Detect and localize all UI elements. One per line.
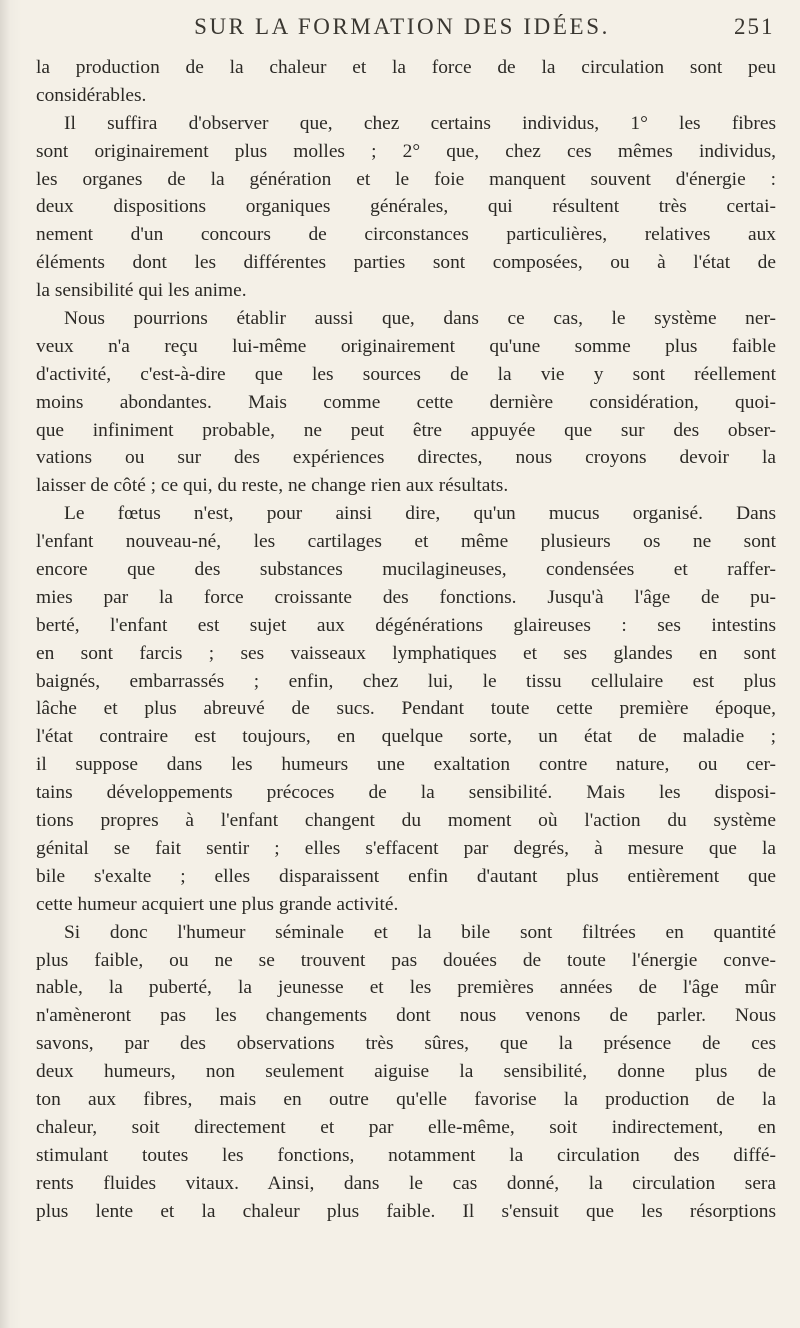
text-line: encore que des substances mucilagineuses, condensées et raffer- <box>36 559 776 581</box>
text-line: Nous pourrions établir aussi que, dans ce cas, le système ner- <box>64 308 776 330</box>
text-line: lâche et plus abreuvé de sucs. Pendant toute cette première époque, <box>36 698 776 720</box>
text-line: vations ou sur des expériences directes, nous croyons devoir la <box>36 447 776 469</box>
text-line: sont originairement plus molles ; 2° que, chez ces mêmes individus, <box>36 140 776 162</box>
text-line: deux humeurs, non seulement aiguise la sensibilité, donne plus de <box>36 1061 776 1083</box>
text-line: que infiniment probable, ne peut être appuyée que sur des obser- <box>36 419 776 441</box>
text-line: considérables. <box>36 84 147 106</box>
text-line: n'amèneront pas les changements dont nous venons de parler. Nous <box>36 1005 776 1027</box>
text-line: rents fluides vitaux. Ainsi, dans le cas donné, la circulation sera <box>36 1172 776 1194</box>
body-text <box>36 54 776 1225</box>
text-line: tains développements précoces de la sensibilité. Mais les disposi- <box>36 782 776 804</box>
text-line: la sensibilité qui les anime. <box>36 280 247 302</box>
text-line: les organes de la génération et le foie manquent souvent d'énergie : <box>36 168 776 190</box>
text-line: génital se fait sentir ; elles s'effacent par degrés, à mesure que la <box>36 837 776 859</box>
text-line: nable, la puberté, la jeunesse et les premières années de l'âge mûr <box>36 977 776 999</box>
text-line: la production de la chaleur et la force de la circulation sont peu <box>36 57 776 78</box>
page-header <box>0 14 800 44</box>
text-line: moins abondantes. Mais comme cette dernière considération, quoi- <box>36 391 776 413</box>
text-line: l'enfant nouveau-né, les cartilages et même plusieurs os ne sont <box>36 531 776 553</box>
text-line: ton aux fibres, mais en outre qu'elle favorise la production de la <box>36 1088 776 1110</box>
text-line: laisser de côté ; ce qui, du reste, ne change rien aux résultats. <box>36 475 509 497</box>
text-line: éléments dont les différentes parties sont composées, ou à l'état de <box>36 252 776 274</box>
text-line: chaleur, soit directement et par elle-même, soit indirectement, en <box>36 1116 776 1138</box>
text-line: berté, l'enfant est sujet aux dégénérations glaireuses : ses intestins <box>36 614 776 636</box>
text-line: il suppose dans les humeurs une exaltation contre nature, ou cer- <box>36 754 776 776</box>
text-line: stimulant toutes les fonctions, notamment la circulation des diffé- <box>36 1144 776 1166</box>
text-line: plus faible, ou ne se trouvent pas douées de toute l'énergie conve- <box>36 949 776 971</box>
text-line: en sont farcis ; ses vaisseaux lymphatiques et ses glandes en sont <box>36 642 776 664</box>
text-line: deux dispositions organiques générales, qui résultent très certai- <box>36 196 776 218</box>
text-line: tions propres à l'enfant changent du moment où l'action du système <box>36 810 776 832</box>
text-line: nement d'un concours de circonstances particulières, relatives aux <box>36 224 776 246</box>
text-line: Il suffira d'observer que, chez certains individus, 1° les fibres <box>64 112 776 134</box>
text-line: mies par la force croissante des fonctions. Jusqu'à l'âge de pu- <box>36 586 776 608</box>
text-line: bile s'exalte ; elles disparaissent enfin d'autant plus entièrement que <box>36 865 776 887</box>
text-line: cette humeur acquiert une plus grande activité. <box>36 893 399 915</box>
text-line: savons, par des observations très sûres, que la présence de ces <box>36 1033 776 1055</box>
text-line: d'activité, c'est-à-dire que les sources de la vie y sont réellement <box>36 363 776 385</box>
text-line: veux n'a reçu lui-même originairement qu'une somme plus faible <box>36 335 776 357</box>
text-line: Le fœtus n'est, pour ainsi dire, qu'un mucus organisé. Dans <box>64 503 776 525</box>
text-line: baignés, embarrassés ; enfin, chez lui, le tissu cellulaire est plus <box>36 670 776 692</box>
text-line: Si donc l'humeur séminale et la bile sont filtrées en quantité <box>64 921 776 943</box>
running-title: SUR LA FORMATION DES IDÉES. <box>194 14 610 39</box>
text-line: plus lente et la chaleur plus faible. Il s'ensuit que les résorptions <box>36 1200 776 1222</box>
page-number: 251 <box>734 14 775 39</box>
text-line: l'état contraire est toujours, en quelque sorte, un état de maladie ; <box>36 726 776 748</box>
